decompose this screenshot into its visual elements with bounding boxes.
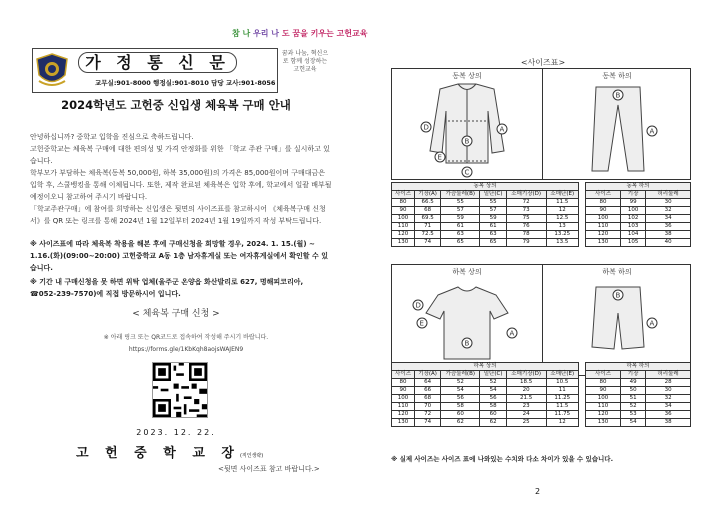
table-cell: 56 [480,395,506,403]
column-header: 소매기장(D) [506,191,546,199]
table-cell: 90 [586,207,621,215]
summer-bottom-caption: 하복 하의 [602,268,632,276]
svg-text:B: B [615,291,621,300]
newsletter-title: 가 정 통 신 문 [78,52,237,73]
table-cell: 110 [586,223,621,231]
slogan [232,28,367,39]
table-cell: 110 [586,403,621,411]
table-cell: 32 [646,395,691,403]
table-row [392,231,579,239]
table-cell: 54 [621,419,646,427]
summer-top-size-table [391,362,579,427]
column-header: 소매기장(D) [506,371,546,379]
table-cell: 61 [441,223,480,231]
column-header: 가슴둘레(B) [441,371,480,379]
table-cell: 110 [392,223,415,231]
summer-garment-illustration [391,264,691,376]
size-chart-title: <사이즈표> [520,58,566,67]
table-cell: 11.75 [546,411,578,419]
table-cell: 80 [392,379,415,387]
column-header: 기장 [621,191,646,199]
table-cell: 102 [621,215,646,223]
table-row [586,215,691,223]
table-cell: 74 [414,239,440,247]
table-cell: 66 [414,387,440,395]
table-cell: 24 [506,411,546,419]
svg-text:E: E [419,319,424,328]
table-cell: 99 [621,199,646,207]
table-cell: 60 [480,411,506,419]
table-cell: 130 [586,239,621,247]
table-cell: 61 [480,223,506,231]
table-caption: 동복 상의 [392,183,579,191]
table-header-row [392,371,579,379]
table-cell: 79 [506,239,546,247]
table-cell: 76 [506,223,546,231]
table-cell: 110 [392,403,415,411]
table-cell: 90 [586,387,621,395]
table-cell: 59 [441,215,480,223]
winter-bottom-caption: 동복 하의 [602,72,632,80]
table-row [392,411,579,419]
table-cell: 28 [646,379,691,387]
table-cell: 38 [646,231,691,239]
table-cell: 62 [441,419,480,427]
table-cell: 12 [546,419,578,427]
table-cell: 59 [480,215,506,223]
column-header: 소매단(E) [546,191,578,199]
table-row [392,223,579,231]
table-cell: 25 [506,419,546,427]
principal-name: 고 헌 중 학 교 장 [76,446,240,461]
principal-signature [76,442,316,461]
table-row [586,207,691,215]
table-cell: 103 [621,223,646,231]
table-cell: 105 [621,239,646,247]
table-row [586,379,691,387]
jacket-icon [430,84,504,163]
paragraph: 고헌중학교는 체육복 구매에 대한 편의성 및 가격 안정화를 위한 「학교 주관 구매」를 실시하고 있습니다. [30,145,330,165]
table-row [586,231,691,239]
table-cell: 58 [441,403,480,411]
table-cell: 30 [646,387,691,395]
table-cell: 80 [586,199,621,207]
table-cell: 72 [506,199,546,207]
table-cell: 38 [646,419,691,427]
table-cell: 34 [646,403,691,411]
table-cell: 13.25 [546,231,578,239]
svg-text:A: A [509,329,515,338]
table-cell: 71 [414,223,440,231]
table-cell: 54 [480,387,506,395]
summer-top-caption: 하복 상의 [452,268,482,276]
table-cell: 74 [414,419,440,427]
column-header: 기장(A) [414,371,440,379]
table-row [586,199,691,207]
table-cell: 53 [621,411,646,419]
table-cell: 90 [392,387,415,395]
column-header: 기장(A) [414,191,440,199]
table-cell: 73 [506,207,546,215]
table-cell: 56 [441,395,480,403]
table-row [392,379,579,387]
table-cell: 20 [506,387,546,395]
table-cell: 65 [480,239,506,247]
table-cell: 32 [646,207,691,215]
notice-list [30,238,330,302]
table-cell: 51 [621,395,646,403]
table-row [586,403,691,411]
table-row [392,199,579,207]
column-header: 밑단(C) [480,191,506,199]
qr-code[interactable] [152,362,208,418]
table-cell: 72 [414,411,440,419]
table-caption: 동복 하의 [586,183,691,191]
table-cell: 58 [480,403,506,411]
winter-bottom-size-table [585,182,691,247]
table-cell: 60 [441,411,480,419]
column-header: 사이즈 [392,371,415,379]
table-cell: 57 [441,207,480,215]
summer-garment-drawing [392,277,692,375]
table-cell: 11 [546,387,578,395]
table-cell: 120 [586,411,621,419]
winter-top-caption: 동복 상의 [452,72,482,80]
table-cell: 12 [546,207,578,215]
newsletter-header [32,48,278,93]
column-header: 가슴둘레(B) [441,191,480,199]
column-header: 허리둘레 [646,191,691,199]
table-row [586,223,691,231]
table-cell: 13 [546,223,578,231]
table-cell: 130 [392,419,415,427]
table-cell: 21.5 [506,395,546,403]
table-cell: 68 [414,207,440,215]
svg-text:D: D [423,123,429,132]
winter-garment-drawing [392,81,692,179]
table-cell: 100 [586,215,621,223]
table-cell: 65 [441,239,480,247]
table-row [392,387,579,395]
svg-text:E: E [437,153,442,162]
table-cell: 80 [586,379,621,387]
column-header: 기장 [621,371,646,379]
column-header: 사이즈 [586,191,621,199]
slogan-part-3: 도 꿈을 키우는 고헌교육 [281,29,368,38]
table-cell: 50 [621,387,646,395]
table-cell: 11.5 [546,403,578,411]
paragraph: 안녕하십니까? 중학교 입학을 진심으로 축하드립니다. [30,133,194,141]
notice-item: ※ 기간 내 구매신청을 못 하면 위탁 업체(울주군 온양읍 화산발리로 627, 명해피코리아, ☎052-239-7570)에 직접 방문하시어 입니다. [30,278,304,298]
table-cell: 72.5 [414,231,440,239]
school-emblem-icon [35,53,69,89]
table-cell: 68 [414,395,440,403]
table-caption: 하복 상의 [392,363,579,371]
svg-text:B: B [464,339,470,348]
svg-text:C: C [464,168,470,177]
notice-item: ※ 사이즈표에 따라 체육복 착용을 해본 후에 구매신청을 희망할 경우, 2024. 1. 15.(월) ~ 1.16.(화)(09:00~20:00) 고헌중학교 A동 1층 남자휴게실 또는 여자휴게실에서 확인할 수 있습니다. [30,240,328,272]
svg-text:A: A [499,125,505,134]
table-cell: 11.5 [546,199,578,207]
back-note: <뒷면 사이즈표 참고 바랍니다.> [218,465,320,473]
table-caption: 하복 하의 [586,363,691,371]
table-cell: 130 [586,419,621,427]
table-cell: 90 [392,207,415,215]
winter-top-size-table [391,182,579,247]
table-cell: 57 [480,207,506,215]
svg-text:D: D [415,301,421,310]
table-cell: 69.5 [414,215,440,223]
table-cell: 66.5 [414,199,440,207]
table-row [392,215,579,223]
table-cell: 120 [586,231,621,239]
table-cell: 100 [586,395,621,403]
table-row [392,207,579,215]
table-cell: 80 [392,199,415,207]
column-header: 밑단(C) [480,371,506,379]
table-cell: 104 [621,231,646,239]
qr-code-icon [153,363,207,417]
table-cell: 70 [414,403,440,411]
table-cell: 120 [392,231,415,239]
table-row [392,395,579,403]
table-cell: 62 [480,419,506,427]
seal-note: (직인생략) [239,453,264,459]
paragraph: 「학교주관구매」에 참여를 희망하는 신입생은 뒷면의 사이즈표를 참고하시어 《체육복구매 신청서》를 QR 또는 링크를 통해 2024년 1월 12일부터 2024년 1월 19일까지 작성 부탁드립니다. [30,205,326,225]
table-cell: 120 [392,411,415,419]
table-cell: 78 [506,231,546,239]
svg-text:A: A [649,319,655,328]
table-row [392,403,579,411]
table-cell: 52 [621,403,646,411]
table-cell: 52 [480,379,506,387]
table-cell: 63 [441,231,480,239]
table-cell: 36 [646,223,691,231]
table-cell: 63 [480,231,506,239]
issue-date: 2023. 12. 22. [136,428,216,437]
table-row [586,411,691,419]
table-cell: 75 [506,215,546,223]
svg-text:B: B [615,91,621,100]
apply-heading: < 체육복 구매 신청 > [132,309,220,319]
table-cell: 34 [646,215,691,223]
table-row [586,387,691,395]
table-cell: 100 [621,207,646,215]
table-header-row [392,191,579,199]
winter-garment-illustration [391,68,691,180]
table-cell: 40 [646,239,691,247]
school-motto: 꿈과 나눔, 혁신으로 함께 성장하는 고헌교육 [281,50,329,73]
table-header-row [586,371,691,379]
table-row [392,239,579,247]
table-cell: 49 [621,379,646,387]
summer-bottom-size-table [585,362,691,427]
table-row [586,395,691,403]
table-cell: 100 [392,395,415,403]
table-cell: 10.5 [546,379,578,387]
table-cell: 23 [506,403,546,411]
column-header: 허리둘레 [646,371,691,379]
table-header-row [586,191,691,199]
table-cell: 64 [414,379,440,387]
table-cell: 52 [441,379,480,387]
table-cell: 130 [392,239,415,247]
slogan-part-1: 참 나 [232,29,251,38]
qr-instruction: ※ 아래 링크 또는 QR코드로 접속하여 작성해 주시기 바랍니다. [103,334,269,341]
page-title: 2024학년도 고헌중 신입생 체육복 구매 안내 [61,98,291,112]
column-header: 소매단(E) [546,371,578,379]
svg-text:B: B [464,137,470,146]
table-cell: 55 [441,199,480,207]
table-cell: 11.25 [546,395,578,403]
table-cell: 100 [392,215,415,223]
table-row [586,419,691,427]
column-header: 사이즈 [392,191,415,199]
form-link[interactable]: https://forms.gle/1KbKqh8aojsWAJEN9 [128,346,244,353]
letter-body [30,131,332,227]
paragraph: 학부모가 부담하는 체육복(동복 50,000원, 하복 35,000원)의 가격은 85,000원이며 구매대금은 입학 후, 스쿨뱅킹을 통해 이체됩니다. 또한, 제작 완료된 체육복은 입학 후에, 학교에서 일괄 배부될 예정이오니 참고하여 주시기 바랍니다. [30,169,332,201]
page-number: 2 [535,487,541,496]
table-cell: 55 [480,199,506,207]
contact-numbers: 교무실:901-8000 행정실:901-8010 담당 교사:901-8056 [95,79,276,87]
table-cell: 54 [441,387,480,395]
slogan-part-2: 우리 나 [253,29,280,38]
svg-text:A: A [649,127,655,136]
table-row [392,419,579,427]
table-cell: 13.5 [546,239,578,247]
table-cell: 30 [646,199,691,207]
table-cell: 18.5 [506,379,546,387]
table-cell: 12.5 [546,215,578,223]
table-cell: 36 [646,411,691,419]
size-footnote: ※ 실제 사이즈는 사이즈 표에 나와있는 수치와 다소 차이가 있을 수 있습니다. [391,455,614,463]
column-header: 사이즈 [586,371,621,379]
table-row [586,239,691,247]
